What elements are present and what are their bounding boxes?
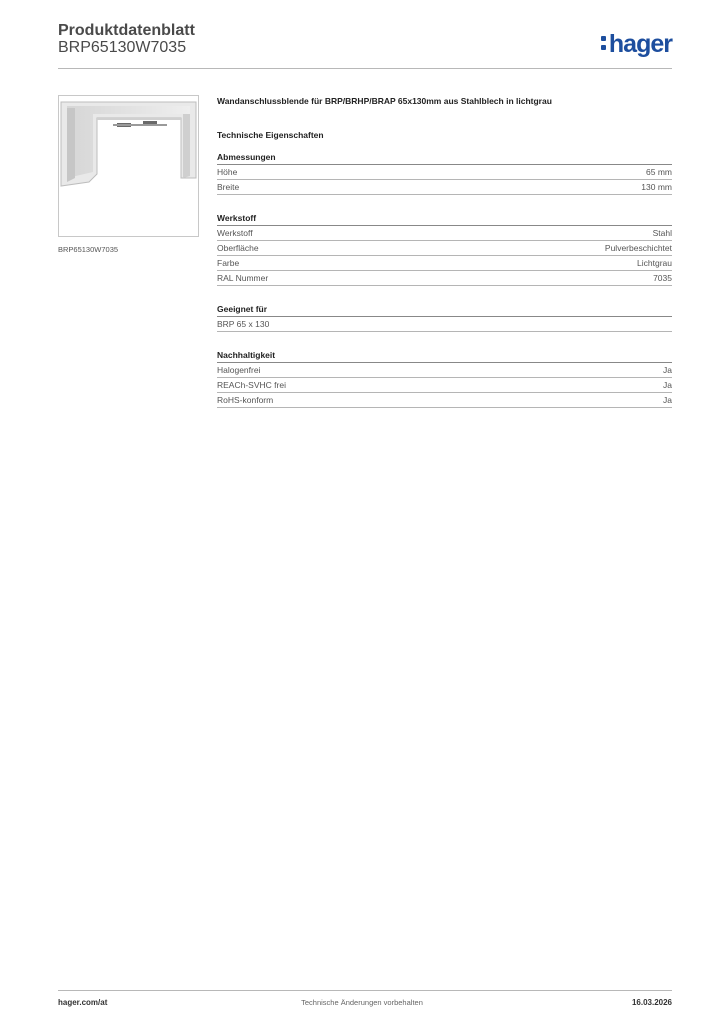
spec-row <box>217 241 672 256</box>
spec-value: 65 mm <box>646 167 672 177</box>
spec-row <box>217 378 672 393</box>
hager-logo <box>601 30 672 59</box>
spec-value: 130 mm <box>641 182 672 192</box>
spec-value: Ja <box>663 395 672 405</box>
spec-row <box>217 256 672 271</box>
spec-label: Werkstoff <box>217 228 253 238</box>
spec-row <box>217 226 672 241</box>
tech-properties-heading: Technische Eigenschaften <box>217 130 324 140</box>
product-code: BRP65130W7035 <box>58 39 187 56</box>
spec-value: Pulverbeschichtet <box>604 243 672 253</box>
spec-label: Höhe <box>217 167 238 177</box>
spec-label: REACh-SVHC frei <box>217 380 286 390</box>
section-dimensions <box>217 152 672 195</box>
spec-value: Stahl <box>652 228 672 238</box>
spec-value: 7035 <box>653 273 672 283</box>
spec-row <box>217 393 672 408</box>
spec-row <box>217 363 672 378</box>
spec-row <box>217 180 672 195</box>
spec-label: RoHS-konform <box>217 395 274 405</box>
footer-date: 16.03.2026 <box>631 998 672 1007</box>
spec-label: Breite <box>217 182 240 192</box>
section-suitable-for <box>217 304 672 332</box>
spec-row <box>217 317 672 332</box>
section-title: Abmessungen <box>217 152 672 165</box>
spec-label: Farbe <box>217 258 240 268</box>
spec-value: Ja <box>663 380 672 390</box>
product-image <box>58 95 199 237</box>
product-details <box>217 96 672 426</box>
section-material <box>217 213 672 286</box>
logo-dots-icon <box>601 34 607 52</box>
spec-row <box>217 271 672 286</box>
header-divider <box>58 68 672 69</box>
image-caption: BRP65130W7035 <box>58 245 119 254</box>
spec-row <box>217 165 672 180</box>
spec-label: Halogenfrei <box>217 365 261 375</box>
product-description: Wandanschlussblende für BRP/BRHP/BRAP 65x130mm aus Stahlblech in lichtgrau <box>217 96 552 106</box>
section-title: Nachhaltigkeit <box>217 350 672 363</box>
footer-notice: Technische Änderungen vorbehalten <box>301 998 423 1007</box>
spec-value: Ja <box>663 365 672 375</box>
wall-connection-plate-illustration <box>59 96 198 236</box>
section-title: Werkstoff <box>217 213 672 226</box>
spec-label: Oberfläche <box>217 243 259 253</box>
page-title: Produktdatenblatt <box>58 22 195 39</box>
footer-divider <box>58 990 672 991</box>
spec-value: Lichtgrau <box>637 258 672 268</box>
logo-text: hager <box>608 30 672 58</box>
spec-label: BRP 65 x 130 <box>217 319 270 329</box>
spec-label: RAL Nummer <box>217 273 269 283</box>
section-sustainability <box>217 350 672 408</box>
footer-website[interactable]: hager.com/at <box>58 998 108 1007</box>
section-title: Geeignet für <box>217 304 672 317</box>
